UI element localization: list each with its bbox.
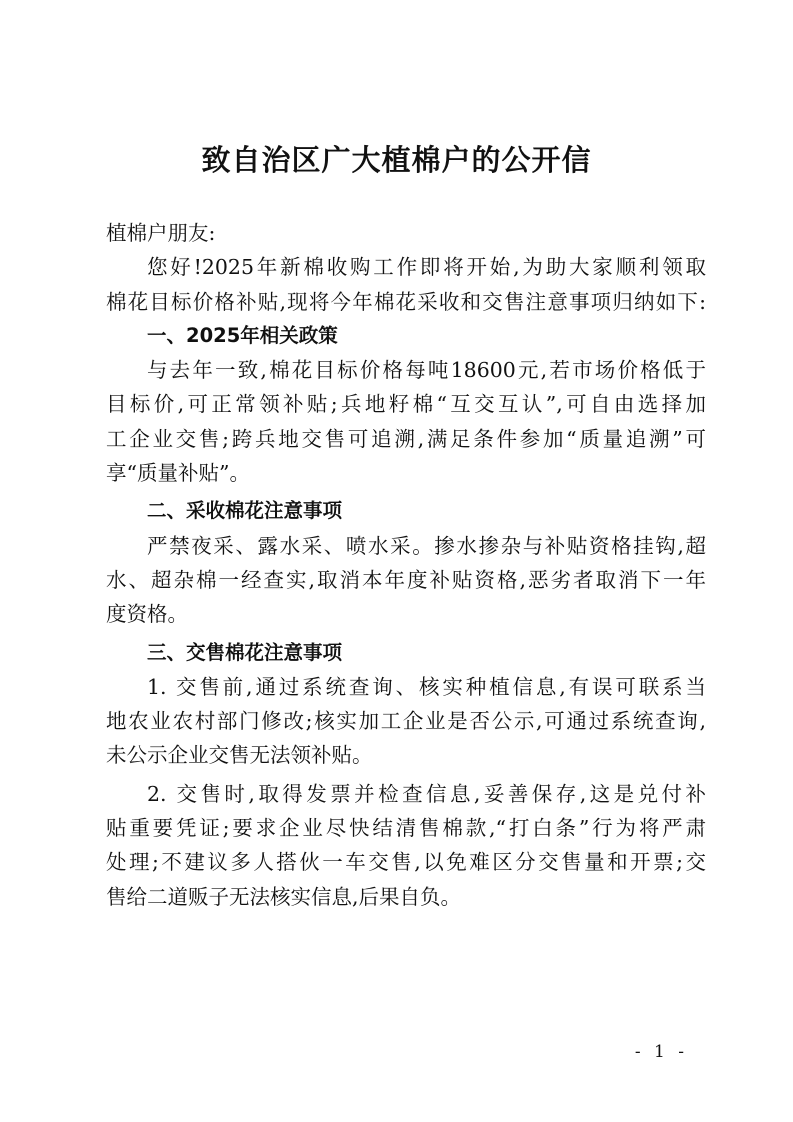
policy-line: 享“质量补贴”。: [106, 461, 250, 486]
sale-item-2-line: 2. 交售时,取得发票并检查信息,妥善保存,这是兑付补: [147, 781, 706, 806]
page-number: - 1 -: [634, 1042, 688, 1062]
sale-item-2-line: 贴重要凭证;要求企业尽快结清售棉款,“打白条”行为将严肃: [106, 816, 706, 841]
policy-line: 工企业交售;跨兵地交售可追溯,满足条件参加“质量追溯”可: [106, 426, 706, 451]
section-heading-policy: 一、2025年相关政策: [147, 323, 338, 347]
sale-item-1-line: 地农业农村部门修改;核实加工企业是否公示,可通过系统查询,: [106, 709, 706, 734]
harvest-line: 水、超杂棉一经查实,取消本年度补贴资格,恶劣者取消下一年: [106, 567, 706, 592]
intro-line: 您好!2025年新棉收购工作即将开始,为助大家顺利领取: [147, 255, 706, 280]
policy-line: 与去年一致,棉花目标价格每吨18600元,若市场价格低于: [147, 358, 706, 383]
sale-item-1-line: 1. 交售前,通过系统查询、核实种植信息,有误可联系当: [147, 674, 706, 699]
section-heading-sale: 三、交售棉花注意事项: [147, 640, 343, 664]
sale-item-2-line: 售给二道贩子无法核实信息,后果自负。: [106, 884, 462, 909]
harvest-line: 度资格。: [106, 602, 188, 627]
harvest-line: 严禁夜采、露水采、喷水采。掺水掺杂与补贴资格挂钩,超: [147, 533, 706, 558]
policy-line: 目标价,可正常领补贴;兵地籽棉“互交互认”,可自由选择加: [106, 392, 706, 417]
salutation: 植棉户朋友:: [106, 221, 216, 245]
intro-line: 棉花目标价格补贴,现将今年棉花采收和交售注意事项归纳如下:: [106, 289, 706, 314]
sale-item-2-line: 处理;不建议多人搭伙一车交售,以免难区分交售量和开票;交: [106, 850, 706, 875]
document-title: 致自治区广大植棉户的公开信: [201, 143, 592, 177]
letter-body: [106, 216, 706, 914]
sale-item-1-line: 未公示企业交售无法领补贴。: [106, 743, 373, 768]
section-heading-harvest: 二、采收棉花注意事项: [147, 499, 343, 523]
